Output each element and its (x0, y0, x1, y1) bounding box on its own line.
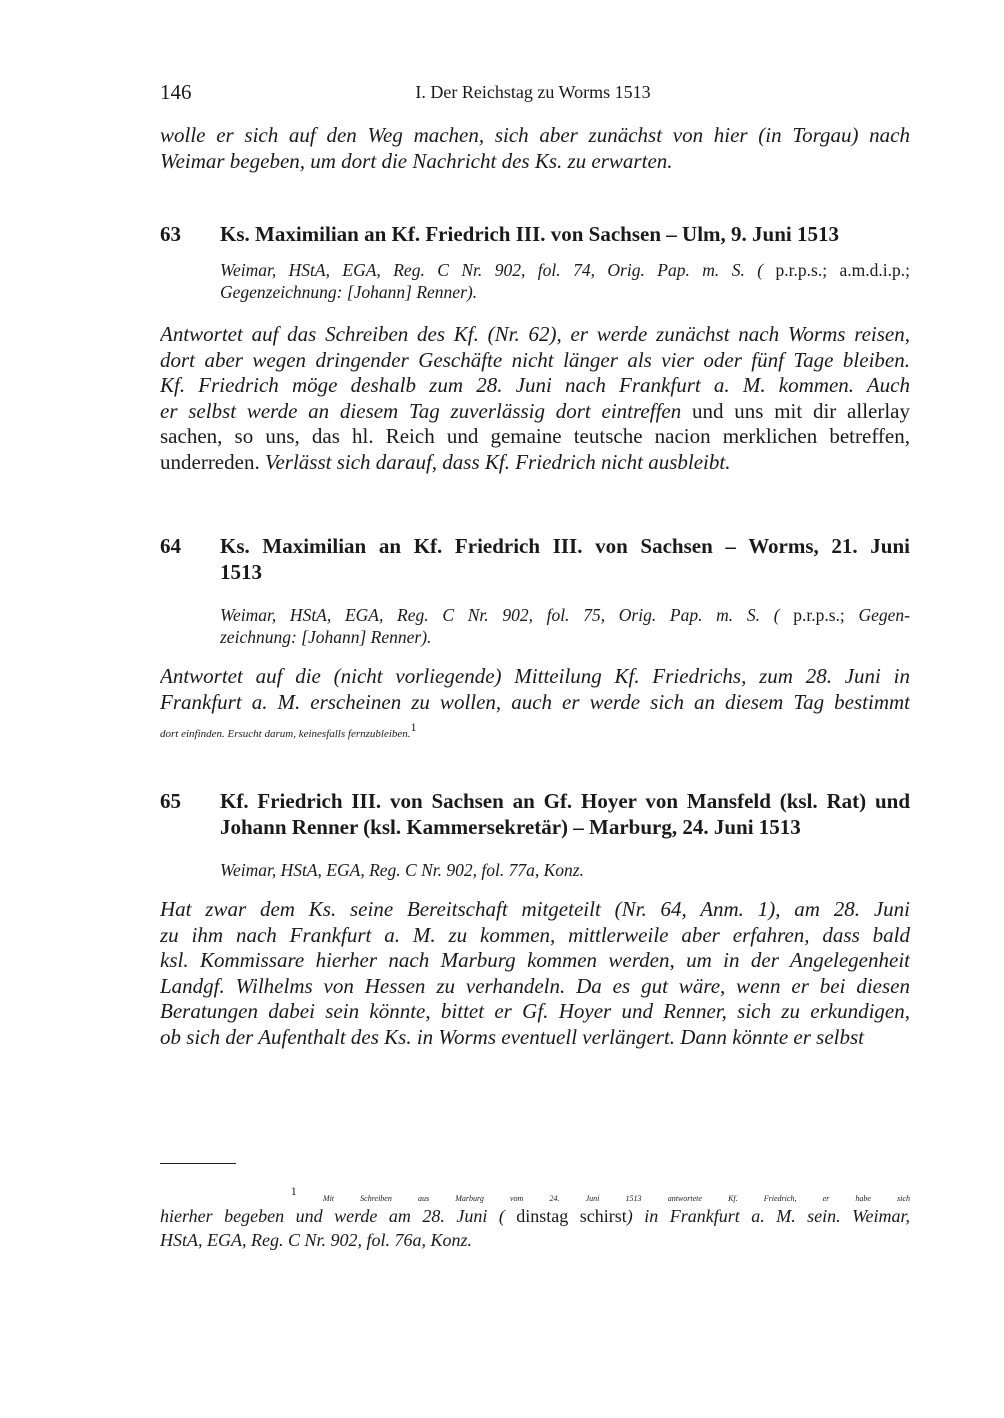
text-line (220, 815, 910, 841)
text-segment: ob sich der Aufenthalt des Ks. in Worms eventuell verlängert. Dann könnte er selbst (160, 1024, 864, 1049)
text-segment: zu ihm nach Frankfurt a. M. zu kommen, mittlerweile aber erfahren, dass bald (160, 922, 910, 947)
text-line (220, 860, 910, 882)
text-segment: 1513 (220, 559, 262, 584)
text-segment: er selbst werde an diesem Tag zuverlässig dort eintreffen (160, 398, 682, 423)
text-segment: Gegenzeichnung: [Johann] Renner). (220, 281, 478, 302)
text-segment: Weimar, HStA, EGA, Reg. C Nr. 902, fol. 74, Orig. Pap. m. S. ( (220, 260, 776, 280)
footnote-1 (160, 1179, 910, 1253)
regest-64 (160, 664, 910, 741)
text-line (160, 923, 910, 949)
text-segment: HStA, EGA, Reg. C Nr. 902, fol. 76a, Konz. (160, 1230, 473, 1250)
text-segment: Frankfurt a. M. erscheinen zu wollen, auch er werde sich an diesem Tag bestimmt (160, 689, 910, 714)
text-segment: Kf. Friedrich III. von Sachsen an Gf. Hoyer von Mansfeld (ksl. Rat) und (220, 789, 910, 813)
text-line (220, 560, 910, 586)
document-number: 64 (160, 534, 181, 558)
text-line (220, 534, 910, 560)
text-segment: zeichnung: [Johann] Renner). (220, 626, 432, 647)
running-title: I. Der Reichstag zu Worms 1513 (415, 82, 651, 102)
footnote-marker: 1 (290, 1184, 297, 1198)
text-line (220, 789, 910, 815)
citation-64 (220, 605, 910, 648)
text-segment: Weimar, HStA, EGA, Reg. C Nr. 902, fol. 75, Orig. Pap. m. S. ( (220, 605, 794, 625)
text-line (160, 999, 910, 1025)
text-line (220, 222, 910, 248)
text-segment: Verlässt sich darauf, dass Kf. Friedrich nicht ausbleibt. (264, 449, 731, 474)
citation-65 (220, 860, 910, 882)
text-line (160, 1179, 910, 1204)
text-line (160, 690, 910, 716)
text-segment: Antwortet auf das Schreiben des Kf. (Nr. 62), er werde zunächst nach Worms reisen, (160, 322, 910, 346)
text-line (160, 897, 910, 923)
regest-65 (160, 897, 910, 1051)
text-segment: und uns mit dir allerlay (681, 398, 910, 423)
text-line (220, 260, 910, 282)
text-line (160, 424, 910, 450)
text-segment: p.r.p.s.; (793, 605, 845, 625)
text-line (220, 627, 910, 649)
text-line (160, 450, 910, 476)
text-line (160, 974, 910, 1000)
document-number: 65 (160, 789, 181, 813)
heading-64 (220, 534, 910, 585)
text-segment: dinstag schirst (516, 1205, 627, 1226)
text-segment: Beratungen dabei sein könnte, bittet er Gf. Hoyer und Renner, sich zu erkundigen, (160, 999, 910, 1024)
text-line (160, 123, 910, 149)
page-number: 146 (160, 80, 192, 104)
text-line (160, 149, 910, 175)
text-segment: Antwortet auf die (nicht vorliegende) Mitteilung Kf. Friedrichs, zum 28. Juni in (160, 664, 910, 688)
text-line (160, 1025, 910, 1051)
text-segment (160, 1194, 291, 1203)
text-segment: wolle er sich auf den Weg machen, sich aber zunächst von hier (in Torgau) nach (160, 123, 910, 147)
text-segment: Johann Renner (ksl. Kammersekretär) – Marburg, 24. Juni 1513 (220, 814, 801, 839)
text-segment: dort aber wegen dringender Geschäfte nicht länger als vier oder fünf Tage bleiben. (160, 347, 910, 372)
text-segment: Landgf. Wilhelms von Hessen zu verhandeln. Da es gut wäre, wenn er bei diesen (160, 973, 910, 998)
text-segment: ksl. Kommissare hierher nach Marburg kommen werden, um in der Angelegenheit (160, 948, 910, 973)
text-line (160, 664, 910, 690)
text-line (160, 1228, 910, 1253)
text-segment: Kf. Friedrich möge deshalb zum 28. Juni nach Frankfurt a. M. kommen. Auch (160, 373, 910, 398)
text-segment: underreden. (160, 449, 265, 474)
text-segment: ) in Frankfurt a. M. sein. Weimar, (626, 1205, 910, 1226)
text-segment: hierher begeben und werde am 28. Juni ( (160, 1205, 517, 1226)
text-segment: Mit Schreiben aus Marburg vom 24. Juni 1513 antwortete Kf. Friedrich, er habe sich (296, 1194, 910, 1203)
text-segment: dort einfinden. Ersucht darum, keinesfalls fernzubleiben. (160, 728, 411, 741)
text-line (160, 715, 910, 741)
text-line (160, 399, 910, 425)
text-segment: p.r.p.s.; (775, 260, 828, 280)
text-line (160, 373, 910, 399)
text-segment: Weimar, HStA, EGA, Reg. C Nr. 902, fol. 77a, Konz. (220, 860, 584, 880)
footnote-marker: 1 (410, 720, 417, 735)
text-segment: Gegen- (844, 605, 910, 625)
text-segment (827, 260, 839, 280)
text-segment: a.m.d.i.p.; (839, 260, 910, 280)
text-segment: Hat zwar dem Ks. seine Bereitschaft mitgeteilt (Nr. 64, Anm. 1), am 28. Juni (160, 897, 910, 921)
document-number: 63 (160, 222, 181, 246)
text-segment: Ks. Maximilian an Kf. Friedrich III. von Sachsen – Ulm, 9. Juni 1513 (220, 222, 839, 246)
text-line (160, 948, 910, 974)
text-line (160, 1204, 910, 1229)
text-line (220, 605, 910, 627)
text-segment: sachen, so uns, das hl. Reich und gemaine teutsche nacion merklichen betreffen, (160, 424, 910, 449)
text-line (220, 282, 910, 304)
regest-63 (160, 322, 910, 476)
text-line (160, 348, 910, 374)
text-segment: Weimar begeben, um dort die Nachricht des Ks. zu erwarten. (160, 148, 673, 173)
text-segment: Ks. Maximilian an Kf. Friedrich III. von Sachsen – Worms, 21. Juni (220, 534, 910, 558)
footnote-divider (160, 1163, 236, 1164)
citation-63 (220, 260, 910, 303)
heading-63 (220, 222, 910, 248)
intro-text (160, 123, 910, 174)
text-line (160, 322, 910, 348)
heading-65 (220, 789, 910, 840)
